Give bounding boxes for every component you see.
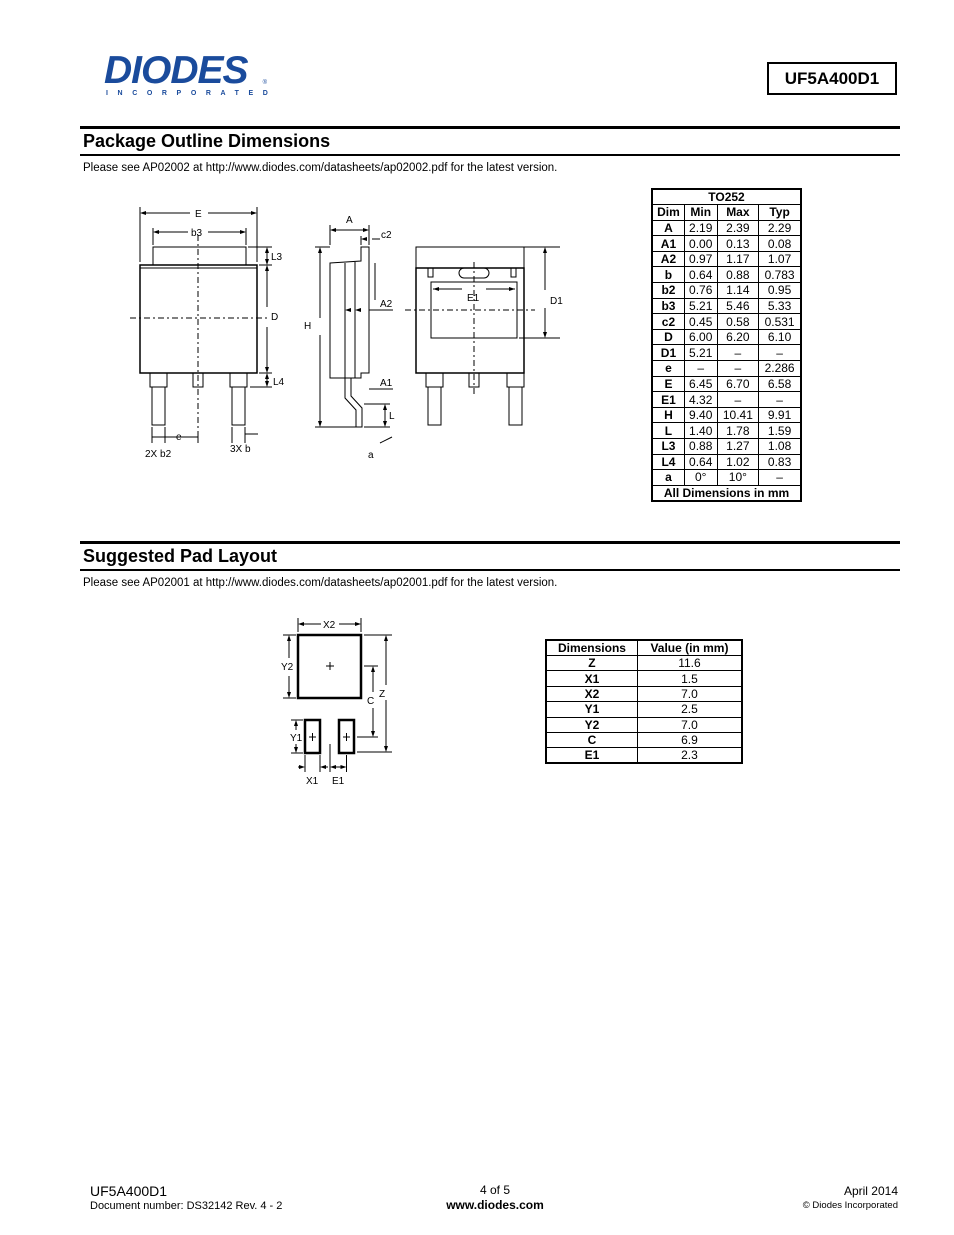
dim-value-cell: 0.76 xyxy=(684,283,717,299)
pad-note: Please see AP02001 at http://www.diodes.com/datasheets/ap02001.pdf for the latest version. xyxy=(83,577,558,589)
label-L4: L4 xyxy=(273,377,285,388)
dim-value-cell: 5.46 xyxy=(717,298,759,314)
dim-name-cell: E xyxy=(652,376,684,392)
label-E: E xyxy=(195,209,202,220)
dim-value-cell: 1.40 xyxy=(684,423,717,439)
label-a: a xyxy=(368,450,374,461)
pad-dim-name-cell: Y2 xyxy=(546,717,637,732)
dim-value-cell: 0.783 xyxy=(759,267,801,283)
dim-value-cell: 1.14 xyxy=(717,283,759,299)
dim-value-cell: 1.27 xyxy=(717,439,759,455)
label-Y1: Y1 xyxy=(290,733,303,744)
header-min: Min xyxy=(684,205,717,221)
pad-dim-name-cell: E1 xyxy=(546,748,637,764)
label-3x-b: 3X b xyxy=(230,444,251,455)
table-row xyxy=(546,717,742,732)
label-pad-E1: E1 xyxy=(332,776,345,787)
dim-name-cell: a xyxy=(652,470,684,486)
pad-dim-name-cell: C xyxy=(546,732,637,747)
dim-value-cell: 0° xyxy=(684,470,717,486)
pad-dim-value-cell: 6.9 xyxy=(637,732,742,747)
dim-value-cell: 6.10 xyxy=(759,329,801,345)
dim-value-cell: 0.58 xyxy=(717,314,759,330)
label-c2: c2 xyxy=(381,230,392,241)
dim-name-cell: E1 xyxy=(652,392,684,408)
package-outline-drawing xyxy=(125,200,585,465)
label-X1: X1 xyxy=(306,776,319,787)
dim-value-cell: 2.286 xyxy=(759,361,801,377)
pad-dim-name-cell: Y1 xyxy=(546,702,637,717)
dim-value-cell: 9.91 xyxy=(759,407,801,423)
footer-part-number: UF5A400D1 xyxy=(90,1183,168,1199)
outline-section-title: Package Outline Dimensions xyxy=(83,131,331,151)
table-row xyxy=(652,267,801,283)
dim-value-cell: 2.39 xyxy=(717,220,759,236)
pad-dimension-table xyxy=(545,639,743,764)
table-row xyxy=(652,314,801,330)
table-row xyxy=(652,283,801,299)
dim-value-cell: 6.45 xyxy=(684,376,717,392)
label-H: H xyxy=(304,321,312,332)
pad-dim-value-cell: 11.6 xyxy=(637,656,742,671)
dim-name-cell: b2 xyxy=(652,283,684,299)
label-e: e xyxy=(176,432,182,443)
table-row xyxy=(652,392,801,408)
header-dimensions: Dimensions xyxy=(546,640,637,656)
footer-copyright: © Diodes Incorporated xyxy=(802,1200,898,1211)
dim-value-cell: 0.00 xyxy=(684,236,717,252)
header-max: Max xyxy=(717,205,759,221)
dim-value-cell: – xyxy=(717,392,759,408)
dim-value-cell: 5.21 xyxy=(684,298,717,314)
header-value: Value (in mm) xyxy=(637,640,742,656)
dim-value-cell: 0.83 xyxy=(759,454,801,470)
dim-value-cell: 6.58 xyxy=(759,376,801,392)
table-row xyxy=(652,376,801,392)
footer-right xyxy=(803,1184,898,1211)
footer-document-number: Document number: DS32142 Rev. 4 - 2 xyxy=(90,1200,283,1212)
footer-date: April 2014 xyxy=(843,1184,898,1198)
table-row xyxy=(652,361,801,377)
table-row xyxy=(652,345,801,361)
dim-value-cell: 0.64 xyxy=(684,454,717,470)
dim-value-cell: 5.21 xyxy=(684,345,717,361)
pad-dim-name-cell: X1 xyxy=(546,671,637,686)
table-row xyxy=(652,470,801,486)
table-row xyxy=(652,454,801,470)
footer-url[interactable]: www.diodes.com xyxy=(446,1198,544,1212)
dim-name-cell: A1 xyxy=(652,236,684,252)
footer-left xyxy=(90,1183,282,1212)
header-typ: Typ xyxy=(759,205,801,221)
label-Y2: Y2 xyxy=(281,662,294,673)
pad-table-header-row xyxy=(546,640,742,656)
table-row xyxy=(546,686,742,701)
dim-value-cell: 0.08 xyxy=(759,236,801,252)
dim-value-cell: – xyxy=(684,361,717,377)
outline-note: Please see AP02002 at http://www.diodes.com/datasheets/ap02002.pdf for the latest version. xyxy=(83,162,558,174)
label-2x-b2: 2X b2 xyxy=(145,449,172,460)
label-b3: b3 xyxy=(191,228,203,239)
label-D: D xyxy=(271,312,279,323)
table-row xyxy=(652,298,801,314)
logo-text: DIODES xyxy=(104,49,248,92)
label-E1: E1 xyxy=(467,293,480,304)
dim-name-cell: A2 xyxy=(652,251,684,267)
label-C: C xyxy=(367,696,375,707)
table-row xyxy=(652,423,801,439)
table-row xyxy=(546,748,742,764)
label-X2: X2 xyxy=(323,620,336,631)
footer-page-number: 4 of 5 xyxy=(479,1183,511,1197)
dim-name-cell: e xyxy=(652,361,684,377)
pad-dim-value-cell: 7.0 xyxy=(637,717,742,732)
dim-value-cell: 0.88 xyxy=(717,267,759,283)
dim-value-cell: 0.45 xyxy=(684,314,717,330)
diodes-logo xyxy=(104,49,278,98)
dim-value-cell: 6.20 xyxy=(717,329,759,345)
dim-value-cell: 10° xyxy=(717,470,759,486)
label-D1: D1 xyxy=(550,296,563,307)
table-row xyxy=(546,656,742,671)
label-A2: A2 xyxy=(380,299,393,310)
outline-section-header xyxy=(80,126,900,156)
dim-value-cell: 4.32 xyxy=(684,392,717,408)
header-dim: Dim xyxy=(652,205,684,221)
table-row xyxy=(546,671,742,686)
logo-registered-mark: ® xyxy=(262,80,267,86)
dim-value-cell: 2.29 xyxy=(759,220,801,236)
dim-value-cell: – xyxy=(759,345,801,361)
pad-section-header xyxy=(80,541,900,571)
pad-dim-name-cell: X2 xyxy=(546,686,637,701)
label-Z: Z xyxy=(379,689,386,700)
dim-name-cell: L xyxy=(652,423,684,439)
dim-name-cell: H xyxy=(652,407,684,423)
pad-dim-value-cell: 7.0 xyxy=(637,686,742,701)
pad-dim-value-cell: 2.3 xyxy=(637,748,742,764)
dim-value-cell: 0.13 xyxy=(717,236,759,252)
dim-name-cell: D1 xyxy=(652,345,684,361)
label-L: L xyxy=(389,411,395,422)
dim-name-cell: L3 xyxy=(652,439,684,455)
dim-value-cell: 1.59 xyxy=(759,423,801,439)
dim-value-cell: 1.78 xyxy=(717,423,759,439)
label-L3: L3 xyxy=(271,252,283,263)
dim-value-cell: 6.00 xyxy=(684,329,717,345)
dim-value-cell: 0.531 xyxy=(759,314,801,330)
dim-value-cell: – xyxy=(759,392,801,408)
table-row xyxy=(652,236,801,252)
dim-value-cell: 1.02 xyxy=(717,454,759,470)
footer-center xyxy=(410,1183,580,1212)
table-row xyxy=(546,732,742,747)
dim-value-cell: 0.64 xyxy=(684,267,717,283)
dim-name-cell: L4 xyxy=(652,454,684,470)
dim-name-cell: c2 xyxy=(652,314,684,330)
dim-name-cell: b xyxy=(652,267,684,283)
table-caption: TO252 xyxy=(652,189,801,205)
pad-dim-value-cell: 1.5 xyxy=(637,671,742,686)
table-row xyxy=(652,220,801,236)
pad-dim-name-cell: Z xyxy=(546,656,637,671)
table-row xyxy=(652,439,801,455)
dim-name-cell: D xyxy=(652,329,684,345)
dim-name-cell: A xyxy=(652,220,684,236)
pad-dim-value-cell: 2.5 xyxy=(637,702,742,717)
dim-name-cell: b3 xyxy=(652,298,684,314)
dim-value-cell: – xyxy=(717,345,759,361)
dim-value-cell: 1.08 xyxy=(759,439,801,455)
table-header-row xyxy=(652,205,801,221)
dim-value-cell: 10.41 xyxy=(717,407,759,423)
dim-value-cell: 0.97 xyxy=(684,251,717,267)
pad-layout-drawing xyxy=(278,614,398,789)
dim-value-cell: 2.19 xyxy=(684,220,717,236)
dim-value-cell: – xyxy=(717,361,759,377)
dim-value-cell: 5.33 xyxy=(759,298,801,314)
to252-dimension-table xyxy=(651,188,802,502)
table-row xyxy=(652,251,801,267)
logo-subtext: INCORPORATED xyxy=(106,90,278,97)
dim-value-cell: 9.40 xyxy=(684,407,717,423)
dim-value-cell: 1.07 xyxy=(759,251,801,267)
dim-value-cell: 0.88 xyxy=(684,439,717,455)
dim-value-cell: 6.70 xyxy=(717,376,759,392)
label-A: A xyxy=(346,215,353,226)
label-A1: A1 xyxy=(380,378,393,389)
table-row xyxy=(546,702,742,717)
part-number-box: UF5A400D1 xyxy=(767,62,897,95)
dim-value-cell: 0.95 xyxy=(759,283,801,299)
table-row xyxy=(652,407,801,423)
table-row xyxy=(652,329,801,345)
dim-value-cell: 1.17 xyxy=(717,251,759,267)
table-footer: All Dimensions in mm xyxy=(652,485,801,501)
dim-value-cell: – xyxy=(759,470,801,486)
pad-section-title: Suggested Pad Layout xyxy=(83,546,278,566)
